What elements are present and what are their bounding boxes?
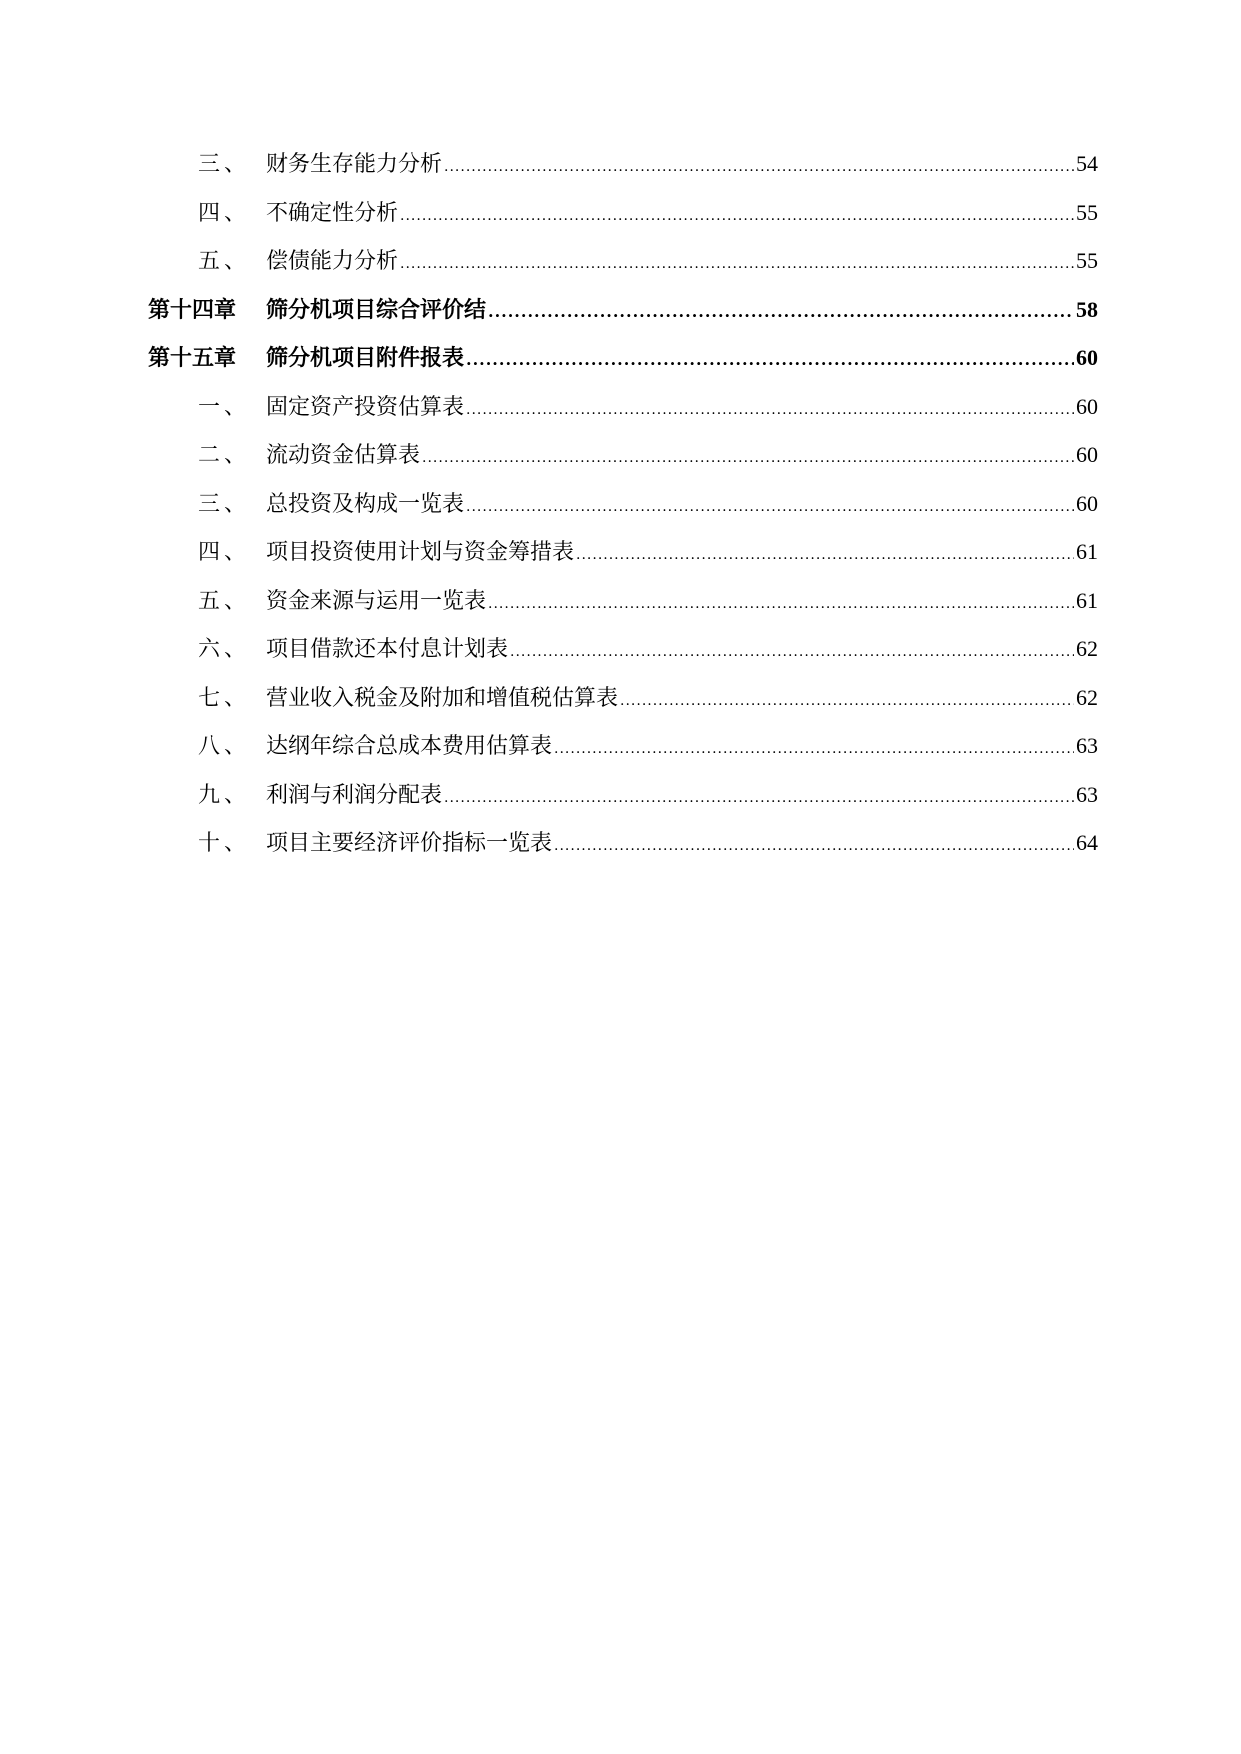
toc-entry-page: 62	[1076, 636, 1098, 661]
toc-entry-number: 五、	[198, 249, 251, 274]
dot-leader	[510, 628, 1074, 677]
toc-entry-number: 三、	[198, 152, 251, 177]
toc-entry[interactable]	[148, 237, 1098, 286]
toc-chapter-page: 60	[1076, 345, 1098, 370]
toc-entry-number: 六、	[198, 637, 251, 662]
toc-entry[interactable]	[148, 140, 1098, 189]
dot-leader	[422, 434, 1074, 483]
toc-entry-page: 64	[1076, 830, 1098, 855]
toc-entry-page: 61	[1076, 539, 1098, 564]
toc-entry[interactable]	[148, 722, 1098, 771]
toc-entry[interactable]	[148, 819, 1098, 868]
toc-entry-title: 流动资金估算表	[266, 443, 421, 468]
toc-entry[interactable]	[148, 577, 1098, 626]
toc-entry-page: 61	[1076, 587, 1098, 613]
dot-leader	[488, 288, 1074, 337]
toc-entry[interactable]	[148, 189, 1098, 238]
toc-entry-title: 项目投资使用计划与资金筹措表	[266, 540, 575, 565]
dot-leader	[400, 240, 1074, 289]
toc-entry-page: 60	[1076, 490, 1098, 516]
toc-entry[interactable]	[148, 771, 1098, 820]
toc-chapter-title: 筛分机项目综合评价结	[266, 297, 487, 323]
toc-entry-page: 55	[1076, 199, 1098, 225]
toc-entry-title: 财务生存能力分析	[266, 152, 443, 177]
dot-leader	[466, 483, 1074, 532]
toc-entry-page: 63	[1076, 733, 1098, 758]
toc-entry-page: 55	[1076, 248, 1098, 273]
toc-entry-number: 四、	[198, 540, 251, 565]
toc-entry-page: 63	[1076, 781, 1098, 807]
toc-entry-title: 固定资产投资估算表	[266, 394, 465, 420]
toc-entry[interactable]	[148, 480, 1098, 529]
toc-entry-title: 项目借款还本付息计划表	[266, 637, 509, 662]
toc-chapter-title: 筛分机项目附件报表	[266, 346, 465, 371]
toc-entry-page: 62	[1076, 684, 1098, 710]
dot-leader	[554, 822, 1074, 871]
dot-leader	[466, 386, 1074, 435]
toc-entry-title: 利润与利润分配表	[266, 782, 443, 808]
toc-entry-title: 资金来源与运用一览表	[266, 588, 487, 614]
dot-leader	[620, 677, 1074, 726]
toc-entry-number: 三、	[198, 491, 251, 517]
toc-entry[interactable]	[148, 625, 1098, 674]
toc-entry[interactable]	[148, 674, 1098, 723]
toc-entry-number: 七、	[198, 685, 251, 711]
toc-entry-number: 八、	[198, 734, 251, 759]
toc-chapter-entry[interactable]	[148, 334, 1098, 383]
dot-leader	[444, 143, 1074, 192]
toc-entry-title: 总投资及构成一览表	[266, 491, 465, 517]
toc-entry-title: 项目主要经济评价指标一览表	[266, 831, 553, 856]
toc-chapter-entry[interactable]	[148, 286, 1098, 335]
toc-entry[interactable]	[148, 383, 1098, 432]
toc-entry-page: 54	[1076, 151, 1098, 176]
toc-chapter-number: 第十四章	[148, 297, 237, 323]
dot-leader	[488, 580, 1074, 629]
toc-entry-title: 不确定性分析	[266, 200, 399, 226]
dot-leader	[466, 336, 1074, 385]
toc-entry[interactable]	[148, 528, 1098, 577]
toc-entry-page: 60	[1076, 442, 1098, 467]
toc-entry-page: 60	[1076, 393, 1098, 419]
dot-leader	[576, 531, 1074, 580]
toc-entry-number: 五、	[198, 588, 251, 614]
toc-entry[interactable]	[148, 431, 1098, 480]
toc-chapter-number: 第十五章	[148, 346, 237, 371]
toc-chapter-page: 58	[1076, 296, 1098, 322]
toc-entry-title: 营业收入税金及附加和增值税估算表	[266, 685, 619, 711]
toc-entry-title: 偿债能力分析	[266, 249, 399, 274]
toc-entry-number: 九、	[198, 782, 251, 808]
toc-entry-number: 十、	[198, 831, 251, 856]
dot-leader	[554, 725, 1074, 774]
table-of-contents	[148, 140, 1098, 868]
toc-entry-number: 一、	[198, 394, 251, 420]
dot-leader	[444, 774, 1074, 823]
toc-entry-number: 二、	[198, 443, 251, 468]
toc-entry-title: 达纲年综合总成本费用估算表	[266, 734, 553, 759]
dot-leader	[400, 192, 1074, 241]
toc-entry-number: 四、	[198, 200, 251, 226]
